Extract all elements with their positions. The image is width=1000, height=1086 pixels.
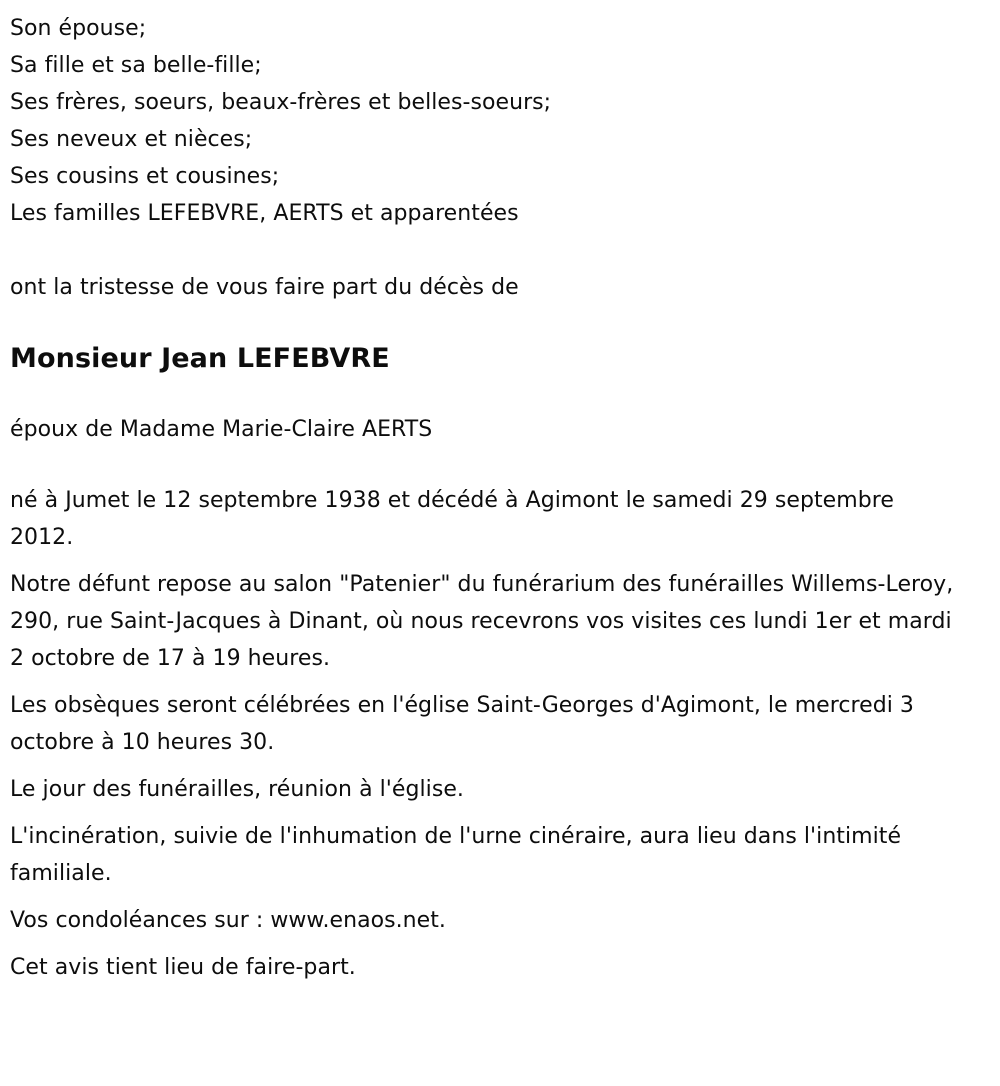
- announcement-intro: ont la tristesse de vous faire part du décès de: [10, 275, 519, 300]
- spacer: [10, 448, 960, 482]
- spacer: [10, 377, 960, 411]
- repose-location-paragraph: Notre défunt repose au salon "Patenier" du funérarium des funérailles Willems-Leroy, 290, rue Saint-Jacques à Dinant, où nous recevrons vos visites ces lundi 1er et mardi 2 octobre de 17 à 19 heures.: [10, 572, 954, 671]
- gathering-paragraph: Le jour des funérailles, réunion à l'église.: [10, 777, 464, 802]
- spacer: [10, 232, 960, 269]
- spacer: [10, 306, 960, 340]
- condolences-paragraph: Vos condoléances sur : www.enaos.net.: [10, 908, 446, 933]
- surviving-relatives-list: [10, 10, 960, 232]
- notice-disclaimer-paragraph: Cet avis tient lieu de faire-part.: [10, 955, 356, 980]
- deceased-name: Monsieur Jean LEFEBVRE: [10, 343, 390, 374]
- birth-death-paragraph: né à Jumet le 12 septembre 1938 et décédé à Agimont le samedi 29 septembre 2012.: [10, 488, 894, 550]
- funeral-service-paragraph: Les obsèques seront célébrées en l'église Saint-Georges d'Agimont, le mercredi 3 octobre à 10 heures 30.: [10, 693, 914, 755]
- list-item: Ses cousins et cousines;: [10, 164, 280, 189]
- list-item: Les familles LEFEBVRE, AERTS et apparentées: [10, 201, 519, 226]
- list-item: Ses frères, soeurs, beaux-frères et belles-soeurs;: [10, 90, 552, 115]
- list-item: Ses neveux et nièces;: [10, 127, 253, 152]
- spouse-line: époux de Madame Marie-Claire AERTS: [10, 417, 433, 442]
- cremation-paragraph: L'incinération, suivie de l'inhumation de l'urne cinéraire, aura lieu dans l'intimité familiale.: [10, 824, 902, 886]
- list-item: Son épouse;: [10, 16, 147, 41]
- list-item: Sa fille et sa belle-fille;: [10, 53, 262, 78]
